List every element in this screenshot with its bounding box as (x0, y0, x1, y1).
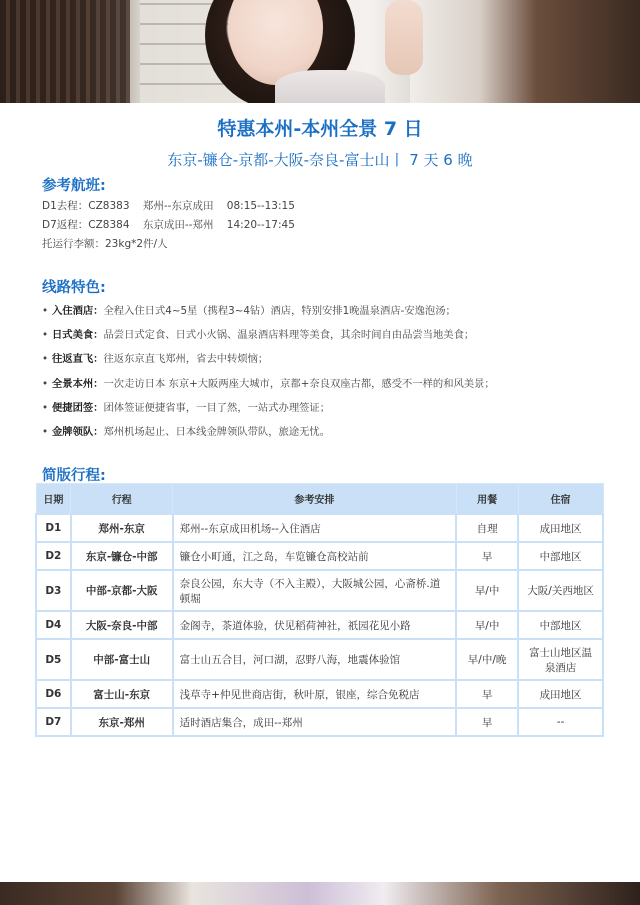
plan-cell: 镰仓小町通，江之岛，车览镰仓高校站前 (173, 542, 456, 570)
baggage-allowance: 托运行李额：23kg*2件/人 (42, 238, 168, 250)
day-cell: D7 (36, 708, 71, 736)
plan-cell: 富士山五合目，河口湖，忍野八海，地震体验馆 (173, 639, 456, 680)
route-cell: 富士山-东京 (71, 680, 173, 708)
plan-cell: 金阁寺，茶道体验，伏见稻荷神社，祇园花见小路 (173, 611, 456, 639)
stay-cell: 成田地区 (518, 680, 603, 708)
stay-cell: 大阪/关西地区 (518, 570, 603, 611)
feature-item: • 往返直飞：往返东京直飞郑州，省去中转烦恼； (42, 353, 269, 366)
photo-wood-panel (0, 0, 130, 103)
meals-cell: 早 (456, 708, 518, 736)
stay-cell: 成田地区 (518, 514, 603, 542)
itinerary-heading: 简版行程: (42, 468, 106, 484)
table-row (36, 611, 603, 639)
table-row (36, 639, 603, 680)
plan-cell: 郑州--东京成田机场--入住酒店 (173, 514, 456, 542)
table-row (36, 680, 603, 708)
table-row (36, 514, 603, 542)
footer-photo (0, 882, 640, 905)
table-row (36, 542, 603, 570)
route-cell: 中部-京都-大阪 (71, 570, 173, 611)
page-title: 特惠本州-本州全景 7 日 (217, 118, 423, 140)
feature-item: • 便捷团签：团体签证便捷省事，一目了然，一站式办理签证； (42, 401, 331, 414)
table-header-row (36, 484, 603, 515)
photo-curtain (410, 0, 640, 103)
meals-cell: 早/中 (456, 611, 518, 639)
stay-cell: 富士山地区温泉酒店 (518, 639, 603, 680)
stay-cell: -- (518, 708, 603, 736)
day-cell: D4 (36, 611, 71, 639)
route-cell: 东京-镰仓-中部 (71, 542, 173, 570)
plan-cell: 浅草寺+仲见世商店街，秋叶原，银座，综合免税店 (173, 680, 456, 708)
route-cell: 中部-富士山 (71, 639, 173, 680)
photo-hand (385, 0, 423, 75)
stay-cell: 中部地区 (518, 611, 603, 639)
column-header-stay: 住宿 (518, 484, 603, 515)
column-header-route: 行程 (71, 484, 173, 515)
day-cell: D2 (36, 542, 71, 570)
meals-cell: 自理 (456, 514, 518, 542)
route-cell: 东京-郑州 (71, 708, 173, 736)
table-row (36, 570, 603, 611)
column-header-plan: 参考安排 (173, 484, 456, 515)
flight-outbound: D1去程：CZ8383 郑州--东京成田 08:15--13:15 (42, 200, 295, 212)
itinerary-table (35, 483, 604, 737)
meals-cell: 早 (456, 680, 518, 708)
day-cell: D1 (36, 514, 71, 542)
route-cell: 大阪-奈良-中部 (71, 611, 173, 639)
day-cell: D5 (36, 639, 71, 680)
meals-cell: 早/中 (456, 570, 518, 611)
stay-cell: 中部地区 (518, 542, 603, 570)
meals-cell: 早 (456, 542, 518, 570)
route-subtitle: 东京-镰仓-京都-大阪-奈良-富士山丨 7 天 6 晚 (167, 151, 473, 169)
plan-cell: 适时酒店集合，成田--郑州 (173, 708, 456, 736)
flight-return: D7返程：CZ8384 东京成田--郑州 14:20--17:45 (42, 219, 295, 231)
feature-item: • 金牌领队：郑州机场起止、日本线金牌领队带队，旅途无忧。 (42, 425, 331, 438)
day-cell: D6 (36, 680, 71, 708)
meals-cell: 早/中/晚 (456, 639, 518, 680)
column-header-meals: 用餐 (456, 484, 518, 515)
photo-robe (275, 70, 385, 103)
plan-cell: 奈良公园，东大寺（不入主殿），大阪城公园，心斋桥.道顿堀 (173, 570, 456, 611)
feature-item: • 入住酒店：全程入住日式4~5星（携程3~4钻）酒店，特别安排1晚温泉酒店-安逸泡汤； (42, 305, 456, 317)
route-cell: 郑州-东京 (71, 514, 173, 542)
features-heading: 线路特色: (42, 280, 106, 296)
day-cell: D3 (36, 570, 71, 611)
flights-heading: 参考航班: (42, 178, 106, 194)
features-list (42, 302, 602, 447)
feature-item: • 日式美食：品尝日式定食、日式小火锅、温泉酒店料理等美食，其余时间自由品尝当地美食； (42, 329, 475, 342)
header-photo (0, 0, 640, 103)
column-header-day: 日期 (36, 484, 71, 515)
feature-item: • 全景本州：一次走访日本 东京+大阪两座大城市，京都+奈良双座古都，感受不一样的和风美景； (42, 377, 495, 390)
table-row (36, 708, 603, 736)
